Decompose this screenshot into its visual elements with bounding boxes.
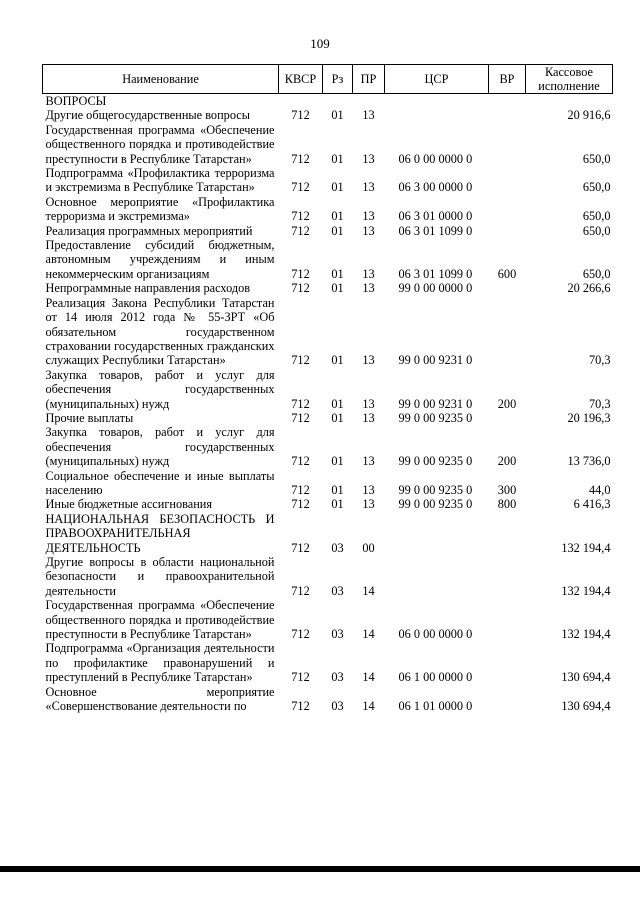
cell-vr: 200: [497, 454, 517, 469]
cell-csr: [385, 512, 489, 555]
cell-amount: 132 194,4: [561, 583, 611, 598]
cell-pr: 00: [362, 540, 375, 555]
cell-name: Подпрограмма «Профилактика терроризма и экстремизма в Республике Татарстан»: [45, 166, 275, 195]
table-row: [43, 497, 613, 511]
col-header-amount: Кассовое исполнение: [526, 65, 613, 94]
cell-name: Государственная программа «Обеспечение общественного порядка и противодействие преступности в Республике Татарстан»: [45, 122, 275, 166]
cell-amount: 650,0: [582, 180, 611, 195]
cell-kvsr: 712: [291, 670, 310, 685]
cell-amount: 13 736,0: [567, 454, 611, 469]
cell-name: Предоставление субсидий бюджетным, автономным учреждениям и иным некоммерческим организациям: [45, 238, 275, 281]
table-row: [43, 512, 613, 555]
cell-kvsr: 712: [291, 410, 310, 425]
col-header-rz: Рз: [323, 65, 353, 94]
cell-kvsr: 712: [291, 583, 310, 598]
cell-rz: [323, 94, 353, 109]
table-row: [43, 296, 613, 368]
cell-rz: 01: [331, 209, 344, 224]
table-row: [43, 224, 613, 238]
cell-name: Другие общегосударственные вопросы: [45, 108, 250, 123]
cell-csr: 06 1 00 0000 0: [398, 670, 473, 685]
cell-amount: 6 416,3: [573, 497, 611, 512]
table-row: [43, 641, 613, 684]
cell-rz: 01: [331, 482, 344, 497]
col-header-kvsr: КВСР: [279, 65, 323, 94]
cell-csr: 99 0 00 0000 0: [398, 281, 473, 296]
cell-csr: 99 0 00 9235 0: [398, 482, 473, 497]
cell-csr: [385, 94, 489, 109]
table-row: [43, 166, 613, 195]
cell-pr: 13: [362, 396, 375, 411]
cell-csr: 99 0 00 9235 0: [398, 454, 473, 469]
table-row: [43, 195, 613, 224]
cell-rz: 01: [331, 266, 344, 281]
cell-amount: 130 694,4: [561, 670, 611, 685]
cell-kvsr: 712: [291, 627, 310, 642]
budget-table: [42, 64, 613, 713]
cell-pr: 13: [362, 410, 375, 425]
cell-rz: 03: [331, 699, 344, 714]
cell-name: Закупка товаров, работ и услуг для обеспечения государственных (муниципальных) нужд: [45, 367, 275, 411]
cell-pr: [353, 94, 385, 109]
cell-pr: 13: [362, 108, 375, 123]
cell-vr: [489, 166, 526, 195]
scan-edge-bar: [0, 866, 640, 872]
table-row: [43, 238, 613, 281]
cell-amount: 132 194,4: [561, 540, 611, 555]
cell-pr: 13: [362, 223, 375, 238]
cell-amount: 20 916,6: [567, 108, 611, 123]
cell-csr: 99 0 00 9231 0: [398, 396, 473, 411]
table-row: [43, 555, 613, 598]
cell-rz: 01: [331, 454, 344, 469]
cell-pr: 14: [362, 583, 375, 598]
cell-pr: 13: [362, 180, 375, 195]
cell-rz: 01: [331, 396, 344, 411]
cell-csr: 06 1 01 0000 0: [398, 699, 473, 714]
cell-pr: 14: [362, 699, 375, 714]
cell-rz: 01: [331, 180, 344, 195]
col-header-name: Наименование: [43, 65, 279, 94]
cell-name: Другие вопросы в области национальной безопасности и правоохранительной деятельности: [45, 555, 275, 598]
cell-name: Основное мероприятие «Профилактика терроризма и экстремизма»: [45, 194, 275, 224]
cell-pr: 13: [362, 281, 375, 296]
cell-csr: 06 3 01 1099 0: [398, 266, 473, 281]
table-row: [43, 411, 613, 425]
table-row: [43, 94, 613, 109]
cell-rz: 03: [331, 540, 344, 555]
cell-pr: 13: [362, 482, 375, 497]
cell-amount: 20 196,3: [567, 410, 611, 425]
cell-rz: 01: [331, 151, 344, 166]
cell-amount: [526, 94, 613, 109]
cell-vr: [489, 685, 526, 714]
cell-vr: [489, 512, 526, 555]
cell-kvsr: 712: [291, 353, 310, 368]
cell-csr: 06 0 00 0000 0: [398, 151, 473, 166]
cell-kvsr: 712: [291, 180, 310, 195]
cell-kvsr: 712: [291, 223, 310, 238]
cell-rz: 03: [331, 583, 344, 598]
cell-amount: 20 266,6: [567, 281, 611, 296]
cell-name: Закупка товаров, работ и услуг для обеспечения государственных (муниципальных) нужд: [45, 425, 275, 469]
cell-csr: 06 3 01 0000 0: [398, 209, 473, 224]
cell-vr: 200: [497, 396, 517, 411]
cell-vr: [489, 641, 526, 684]
cell-amount: 650,0: [582, 151, 611, 166]
table-row: [43, 108, 613, 122]
cell-name: Реализация Закона Республики Татарстан от 14 июля 2012 года № 55-ЗРТ «Об обязательном государственном страховании государственных гражданских служащих Республики Татарстан»: [45, 295, 275, 368]
cell-kvsr: 712: [291, 699, 310, 714]
cell-kvsr: 712: [291, 482, 310, 497]
cell-vr: [489, 296, 526, 368]
cell-kvsr: 712: [291, 396, 310, 411]
col-header-csr: ЦСР: [385, 65, 489, 94]
cell-csr: 99 0 00 9231 0: [398, 353, 473, 368]
cell-vr: 600: [497, 266, 517, 281]
cell-rz: 01: [331, 223, 344, 238]
cell-csr: 06 3 01 1099 0: [398, 223, 473, 238]
cell-vr: [489, 123, 526, 166]
cell-kvsr: 712: [291, 540, 310, 555]
cell-pr: 14: [362, 670, 375, 685]
table-row: [43, 368, 613, 411]
cell-amount: 44,0: [588, 482, 611, 497]
cell-vr: [489, 555, 526, 598]
cell-pr: 13: [362, 209, 375, 224]
cell-name: Иные бюджетные ассигнования: [45, 497, 213, 512]
cell-csr: [385, 555, 489, 598]
cell-vr: [489, 224, 526, 238]
table-row: [43, 123, 613, 166]
cell-rz: 01: [331, 108, 344, 123]
cell-pr: 13: [362, 353, 375, 368]
table-row: [43, 425, 613, 468]
cell-amount: 132 194,4: [561, 627, 611, 642]
cell-rz: 03: [331, 670, 344, 685]
table-row: [43, 685, 613, 714]
cell-pr: 14: [362, 627, 375, 642]
cell-rz: 03: [331, 627, 344, 642]
cell-name: ВОПРОСЫ: [45, 94, 107, 108]
cell-name: НАЦИОНАЛЬНАЯ БЕЗОПАСНОСТЬ И ПРАВООХРАНИТЕЛЬНАЯ ДЕЯТЕЛЬНОСТЬ: [45, 511, 275, 555]
cell-rz: 01: [331, 353, 344, 368]
cell-amount: 130 694,4: [561, 699, 611, 714]
col-header-pr: ПР: [353, 65, 385, 94]
cell-vr: 800: [497, 497, 517, 512]
table-row: [43, 598, 613, 641]
cell-name: Реализация программных мероприятий: [45, 223, 253, 238]
table-header: [43, 65, 613, 94]
cell-vr: [489, 94, 526, 109]
col-header-vr: ВР: [489, 65, 526, 94]
cell-name: Социальное обеспечение и иные выплаты населению: [45, 468, 275, 497]
cell-kvsr: 712: [291, 497, 310, 512]
cell-name: Непрограммные направления расходов: [45, 281, 251, 296]
cell-pr: 13: [362, 497, 375, 512]
cell-amount: 650,0: [582, 209, 611, 224]
cell-kvsr: [279, 94, 323, 109]
cell-rz: 01: [331, 410, 344, 425]
cell-amount: 650,0: [582, 223, 611, 238]
cell-kvsr: 712: [291, 151, 310, 166]
cell-kvsr: 712: [291, 266, 310, 281]
cell-pr: 13: [362, 266, 375, 281]
cell-csr: 06 3 00 0000 0: [398, 180, 473, 195]
cell-vr: [489, 281, 526, 295]
cell-kvsr: 712: [291, 454, 310, 469]
cell-name: Основное мероприятие «Совершенствование деятельности по: [45, 684, 275, 714]
page-number: 109: [310, 36, 330, 51]
cell-rz: 01: [331, 497, 344, 512]
cell-rz: 01: [331, 281, 344, 296]
cell-name: Прочие выплаты: [45, 410, 134, 425]
cell-pr: 13: [362, 151, 375, 166]
cell-vr: [489, 195, 526, 224]
cell-csr: 99 0 00 9235 0: [398, 410, 473, 425]
cell-vr: [489, 108, 526, 122]
cell-vr: [489, 411, 526, 425]
cell-amount: 70,3: [588, 396, 611, 411]
cell-kvsr: 712: [291, 281, 310, 296]
cell-amount: 650,0: [582, 266, 611, 281]
table-row: [43, 281, 613, 295]
cell-name: Государственная программа «Обеспечение общественного порядка и противодействие преступности в Республике Татарстан»: [45, 598, 275, 642]
table-row: [43, 469, 613, 498]
cell-name: Подпрограмма «Организация деятельности по профилактике правонарушений и преступлений в Республике Татарстан»: [45, 641, 275, 685]
cell-amount: 70,3: [588, 353, 611, 368]
cell-kvsr: 712: [291, 108, 310, 123]
cell-vr: [489, 598, 526, 641]
cell-pr: 13: [362, 454, 375, 469]
cell-csr: 99 0 00 9235 0: [398, 497, 473, 512]
cell-csr: 06 0 00 0000 0: [398, 627, 473, 642]
cell-csr: [385, 108, 489, 122]
cell-kvsr: 712: [291, 209, 310, 224]
cell-vr: 300: [497, 482, 517, 497]
